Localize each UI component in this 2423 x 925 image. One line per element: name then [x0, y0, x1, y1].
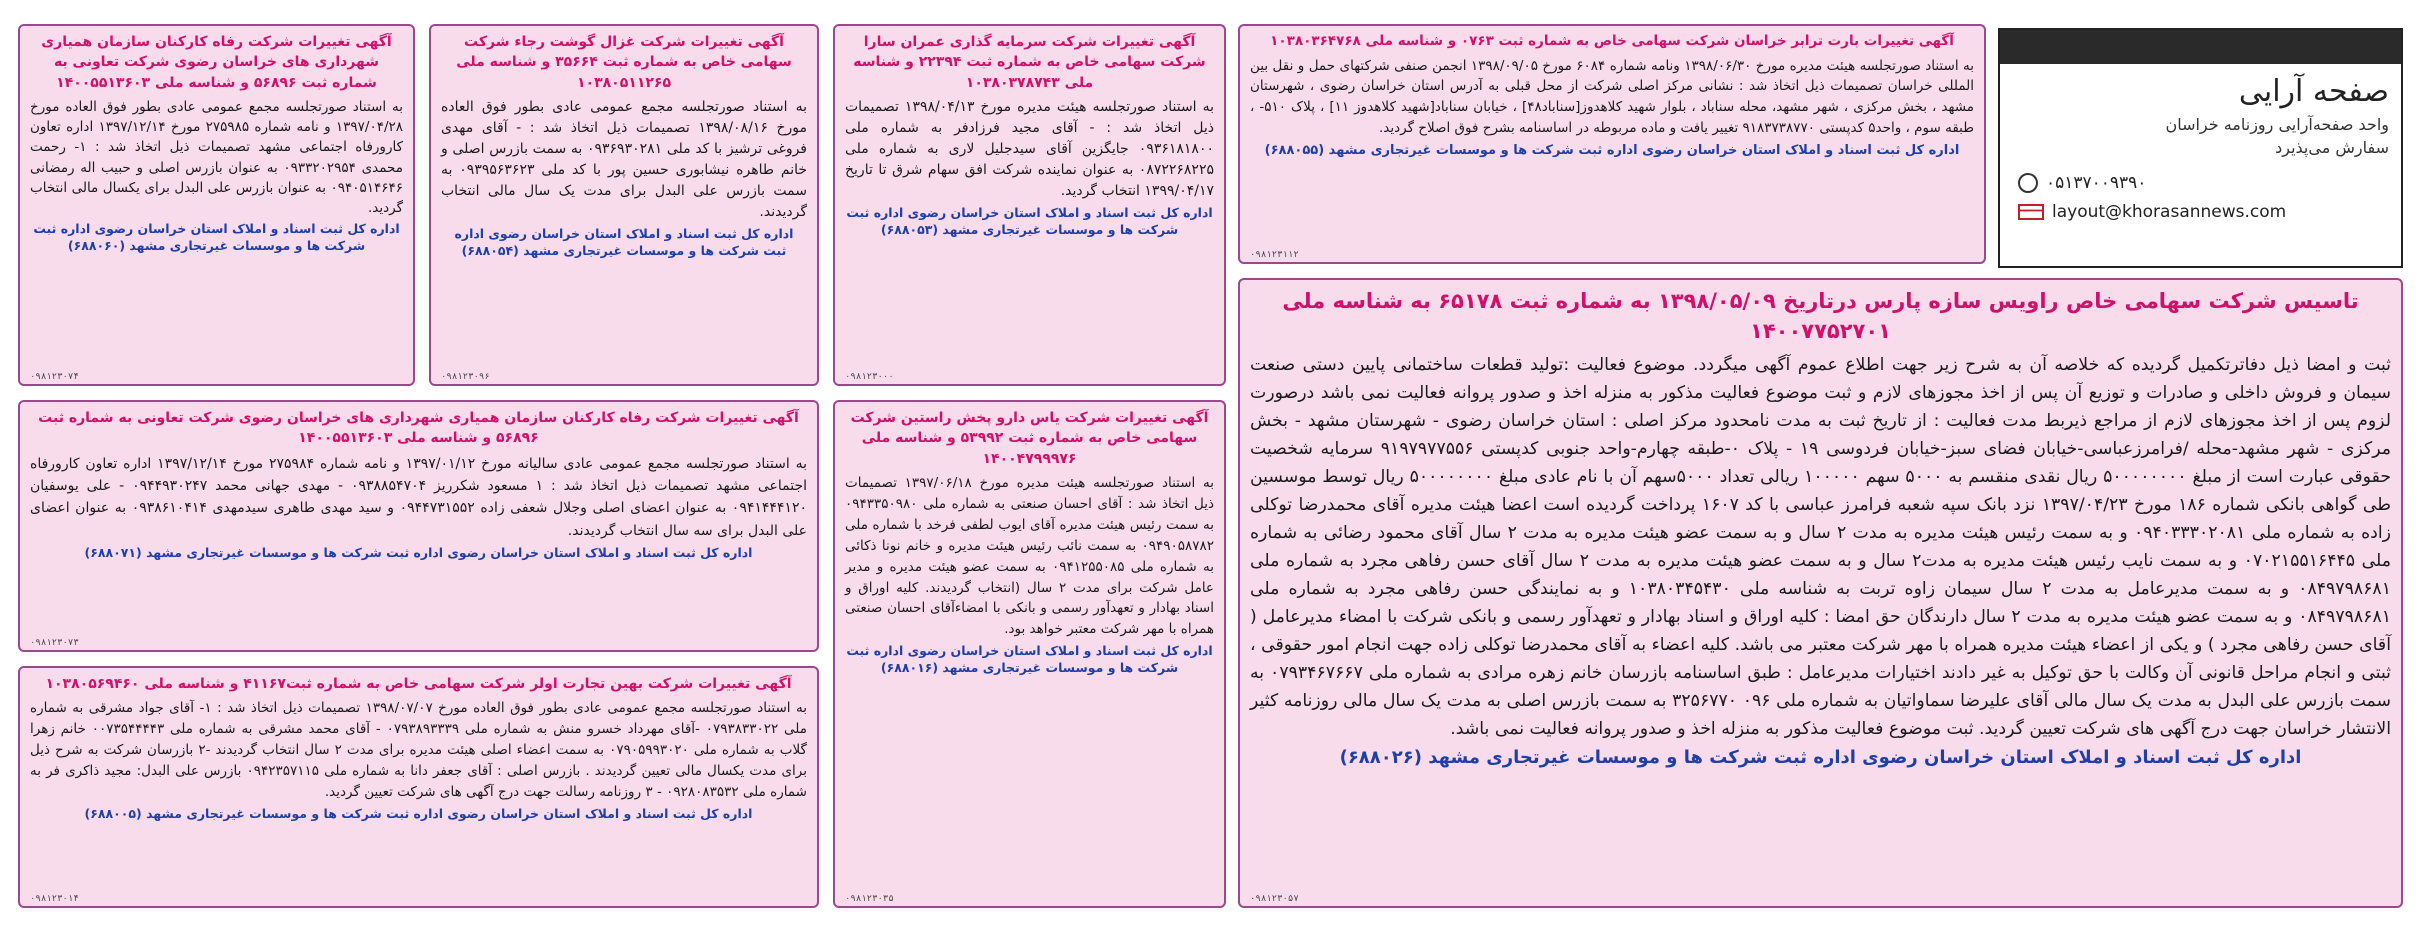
ad-code: ۰۹۸۱۲۳۰۰۰ — [845, 372, 894, 382]
ad-body: به استناد صورتجلسه مجمع عمومی عادی بطور فوق العاده مورخ ۱۳۹۷/۰۴/۲۸ و نامه شماره ۲۷۵۹۸۵ مورخ ۱۳۹۷/۱۲/۱۴ اداره تعاون کارورفاه اجتماعی مشهد تصمیمات ذیل اتخاذ شد : ۱- رحمت محمدی ۰۹۳۳۲۰۲۹۵۴ به عنوان بازرس اصلی و حبیب اله رمضانی ۰۹۴۰۵۱۴۶۴۶ به عنوان بازرس علی البدل برای یکسال مالی انتخاب گردید. — [30, 98, 403, 217]
ad-title: آگهی تغییرات شرکت یاس دارو پخش راستین شرکت سهامی خاص به شماره ثبت ۵۳۹۹۲ و شناسه ملی ۱۴۰۰۴۷۹۹۹۷۶ — [850, 410, 1209, 467]
ad-code: ۰۹۸۱۲۳۰۹۶ — [441, 372, 490, 382]
promo-phone[interactable]: ۰۵۱۳۷۰۰۹۳۹۰ — [2046, 173, 2147, 194]
layout-service-promo — [1998, 28, 2403, 268]
ad-title: تاسیس شرکت سهامی خاص راویس سازه پارس درتاریخ ۱۳۹۸/۰۵/۰۹ به شماره ثبت ۶۵۱۷۸ به شناسه ملی ۱۴۰۰۷۷۵۲۷۰۱ — [1282, 289, 2359, 344]
promo-line-2: سفارش می‌پذیرد — [2275, 138, 2389, 158]
ad-omran-sara — [833, 24, 1226, 386]
ad-body: به استناد صورتجلسه هیئت مدیره مورخ ۱۳۹۸/۰۶/۳۰ ونامه شماره ۶۰۸۴ مورخ ۱۳۹۸/۰۹/۰۵ انجمن صنفی شرکتهای حمل و نقل بین المللی خراسان تصمیمات ذیل اتخاذ شد : نشانی مرکز اصلی شرکت از محل قبلی به آدرس استان خراسان رضوی ، شهرستان مشهد ، بخش مرکزی ، شهر مشهد، محله سناباد ، بلوار شهید کلاهدوز[سناباد۴۸] ، خیابان سناباد[شهید کلاهدوز ۱۱] ، پلاک ۵۱۰- ، طبقه سوم ، واحد۵ کدپستی ۹۱۸۳۷۳۸۷۷۰ تغییر یافت و ماده مربوطه در اساسنامه بشرح فوق اصلاح گردید. — [1250, 57, 1974, 137]
ad-body: ثبت و امضا ذیل دفاترتکمیل گردیده که خلاصه آن به شرح زیر جهت اطلاع عموم آگهی میگردد. موضوع فعالیت :تولید قطعات ساختمانی پایین دستی صنعت سیمان و فروش داخلی و صادرات و توزیع آن پس از اخذ مجوزهای لازم و ثبت موضوع فعالیت مذکور به منزله اخذ و صدور پروانه فعالیت نمی باشد درصورت لزوم پس از اخذ مجوزهای لازم از مراجع ذیربط مدت فعالیت : از تاریخ ثبت به مدت نامحدود مرکز اصلی : استان خراسان رضوی - شهرستان مشهد - بخش مرکزی - شهر مشهد-محله /فرامرزعباسی-خیابان فضای سبز-خیابان فردوسی ۱۹ - پلاک ۰-طبقه چهارم-واحد جنوبی کدپستی ۹۱۹۷۹۷۷۵۵۶ سرمایه شخصیت حقوقی عبارت است از مبلغ ۵۰۰۰۰۰۰۰۰ ریال نقدی منقسم به ۵۰۰۰ سهم ۱۰۰۰۰۰ ریالی تعداد ۵۰۰۰سهم آن با نام عادی مبلغ ۵۰۰۰۰۰۰۰۰ ریال توسط موسسین طی گواهی بانکی شماره ۱۸۶ مورخ ۱۳۹۷/۰۴/۲۳ نزد بانک سپه شعبه فرامرز عباسی با کد ۱۶۰۷ پرداخت گردیده است اعضا هیئت مدیره آقای محمدرضا توکلی زاده به شماره ملی ۰۹۴۰۳۳۳۰۲۰۸۱ و به سمت رئیس هیئت مدیره به مدت ۲ سال و به سمت عضو هیئت مدیره به مدت ۲ سال آقای محمود رضائی به شماره ملی ۰۷۰۲۱۵۵۱۶۴۴۵ و به سمت نایب رئیس هیئت مدیره به مدت۲ سال و به سمت عضو هیئت مدیره به مدت ۲ سال آقای حسن رفاهی مجرد به شماره ملی ۰۸۴۹۷۹۸۶۸۱ و به سمت مدیرعامل به مدت ۲ سال سیمان زاوه تربت به شناسه ملی ۱۰۳۸۰۳۴۵۴۳۰ و به نمایندگی حسن رفاهی مجرد به شماره ملی ۰۸۴۹۷۹۸۶۸۱ و به سمت عضو هیئت مدیره به مدت ۲ سال دارندگان حق امضا : کلیه اوراق و اسناد بهادار و تعهدآور رسمی و بانکی شرکت با امضاء مدیرعامل ( آقای حسن رفاهی مجرد ) و یکی از اعضاء هیئت مدیره همراه با مهر شرکت معتبر می باشد. کلیه اعضاء به آقای محمدرضا توکلی زاده جهت انجام امور حقوقی ، ثبتی و انجام مراحل قانونی آن وکالت با حق توکیل به غیر دادند اختیارات مدیرعامل : طبق اساسنامه بازرسان خانم زهره مرادی به شماره ملی ۰۷۹۳۴۶۷۶۶۷ به سمت بازرس علی البدل به مدت یک سال مالی آقای علیرضا سماواتیان به شماره ملی ۰۹۶ ۳۲۵۶۷۷۰ به سمت بازرس اصلی به مدت یک سال مالی روزنامه کثیر الانتشار خراسان جهت درج آگهی های شرکت تعیین گردید. ثبت موضوع فعالیت مذکور به منزله اخذ و صدور پروانه فعالیت نمی باشد. — [1250, 354, 2392, 740]
ad-title: آگهی تغییرات شرکت بهین تجارت اولر شرکت سهامی خاص به شماره ثبت۴۱۱۶۷ و شناسه ملی ۱۰۳۸۰۵۶۹۴۶۰ — [45, 676, 792, 692]
ad-body: به استناد صورتجلسه مجمع عمومی عادی بطور فوق العاده مورخ ۱۳۹۸/۰۷/۰۷ تصمیمات ذیل اتخاذ شد : ۱- آقای جواد مشرقی به شماره ملی ۰۷۹۳۸۳۳۰۲۲ -آقای مهرداد خسرو منش به شماره ملی ۰۷۹۳۸۹۳۳۳۹ - آقای محمد مشرقی به شماره ملی ۰۰۷۳۵۴۴۴۴۳ خانم زهرا گلاب به شماره ملی ۰۷۹۰۵۹۹۳۰۲۰ به سمت اعضاء اصلی هیئت مدیره برای مدت ۲ سال انتخاب گردیدند -۲ بازرسان شرکت به شرح ذیل برای مدت یکسال مالی تعیین گردیدند . بازرس اصلی : آقای جعفر دانا به شماره ملی ۰۹۴۲۳۵۷۱۱۵ بازرس علی البدل: مجید ذاکری فر به شماره ملی ۰۹۲۸۰۸۳۵۳۲ - ۳ روزنامه رسالت جهت درج آگهی های شرکت تعیین گردید. — [30, 700, 808, 800]
ad-code: ۰۹۸۱۲۳۰۵۷ — [1250, 894, 1299, 904]
promo-title: صفحه آرایی — [2238, 74, 2389, 109]
ad-title: آگهی تغییرات شرکت رفاه کارکنان سازمان همیاری شهرداری های خراسان رضوی شرکت تعاونی به شماره ثبت ۵۶۸۹۶ و شناسه ملی ۱۴۰۰۵۵۱۳۶۰۳ — [41, 34, 392, 91]
phone-icon — [2018, 173, 2038, 193]
ad-ghazal-gousht — [429, 24, 819, 386]
ad-body: به استناد صورتجلسه مجمع عمومی عادی سالیانه مورخ ۱۳۹۷/۰۱/۱۲ و نامه شماره ۲۷۵۹۸۴ مورخ ۱۳۹۷/۱۲/۱۴ اداره تعاون کارورفاه اجتماعی مشهد تصمیمات ذیل اتخاذ شد : ۱ مسعود شکرریز ۰۹۳۸۸۵۴۷۰۴ - مهدی جهانی محمد ۰۹۴۴۹۳۰۲۴۷ - علی یوسفیان ۰۹۴۱۴۴۴۱۲۰ به عنوان اعضای اصلی وجلال شعفی زاده ۰۹۴۴۷۳۱۵۵۲ و سید مهدی طاهری سیدمهدی ۰۹۳۸۶۱۰۴۱۴ به عنوان اعضای علی البدل برای سه سال انتخاب گردیدند. — [30, 455, 807, 539]
promo-phone-row — [2018, 169, 2401, 198]
ad-footer: اداره کل ثبت اسناد و املاک استان خراسان رضوی اداره ثبت شرکت ها و موسسات غیرتجاری مشهد (۶۸۸۰۷۱) — [84, 545, 753, 561]
ad-title: آگهی تغییرات شرکت سرمایه گذاری عمران سارا شرکت سهامی خاص به شماره ثبت ۲۲۳۹۴ و شناسه ملی ۱۰۳۸۰۳۷۸۷۴۳ — [853, 34, 1206, 91]
ad-code: ۰۹۸۱۲۳۰۷۴ — [30, 372, 79, 382]
ad-code: ۰۹۸۱۲۳۰۳۵ — [845, 894, 894, 904]
ad-title: آگهی تغییرات شرکت رفاه کارکنان سازمان همیاری شهرداری های خراسان رضوی شرکت تعاونی به شماره ثبت ۵۶۸۹۶ و شناسه ملی ۱۴۰۰۵۵۱۳۶۰۳ — [38, 410, 799, 447]
promo-email-row — [2018, 198, 2401, 227]
ad-body: به استناد صورتجلسه هیئت مدیره مورخ ۱۳۹۸/۰۴/۱۳ تصمیمات ذیل اتخاذ شد : - آقای مجید فرزادفر به شماره ملی ۰۹۳۶۱۸۱۸۰۰ جایگزین آقای سیدجلیل لاری به شماره ملی ۰۸۷۲۲۶۸۲۲۵ به عنوان نماینده شرکت افق سهام شرق تا تاریخ ۱۳۹۹/۰۴/۱۷ انتخاب گردید. — [845, 98, 1214, 199]
ad-code: ۰۹۸۱۲۳۰۱۴ — [30, 894, 79, 904]
ad-title: آگهی تغییرات شرکت غزال گوشت رجاء شرکت سهامی خاص به شماره ثبت ۳۵۶۶۴ و شناسه ملی ۱۰۳۸۰۵۱۱۲۶۵ — [456, 34, 792, 91]
ad-code: ۰۹۸۱۲۳۱۱۲ — [1250, 250, 1299, 260]
ad-footer: اداره کل ثبت اسناد و املاک استان خراسان رضوی اداره ثبت شرکت ها و موسسات غیرتجاری مشهد (۶۸۸۰۲۶) — [1339, 747, 2302, 769]
ad-footer: اداره کل ثبت اسناد و املاک استان خراسان رضوی اداره ثبت شرکت ها و موسسات غیرتجاری مشهد (۶۸۸۰۵۳) — [846, 204, 1213, 237]
ad-footer: اداره کل ثبت اسناد و املاک استان خراسان رضوی اداره ثبت شرکت ها و موسسات غیرتجاری مشهد (۶۸۸۰۵۴) — [454, 225, 794, 258]
ad-code: ۰۹۸۱۲۳۰۷۳ — [30, 638, 79, 648]
ad-refah-karkonan-1 — [18, 24, 415, 386]
ad-yas-darou — [833, 400, 1226, 908]
ad-barat-tarabar — [1238, 24, 1986, 264]
ad-ravis-saze-pars — [1238, 278, 2403, 908]
ad-body: به استناد صورتجلسه مجمع عمومی عادی بطور فوق العاده مورخ ۱۳۹۸/۰۸/۱۶ تصمیمات ذیل اتخاذ شد : - آقای مهدی فروغی ترشیز با کد ملی ۰۹۳۶۹۳۰۲۸۱ به سمت بازرس اصلی و خانم طاهره نیشابوری حسین پور با کد ملی ۰۹۳۹۵۶۳۶۲۳ به سمت بازرس علی البدل برای مدت یک سال مالی انتخاب گردیدند. — [441, 98, 808, 220]
ad-footer: اداره کل ثبت اسناد و املاک استان خراسان رضوی اداره ثبت شرکت ها و موسسات غیرتجاری مشهد (۶۸۸۰۵۵) — [1264, 143, 1960, 159]
ad-footer: اداره کل ثبت اسناد و املاک استان خراسان رضوی اداره ثبت شرکت ها و موسسات غیرتجاری مشهد (۶۸۸۰۶۰) — [33, 221, 400, 254]
promo-email[interactable]: layout@khorasannews.com — [2052, 202, 2287, 223]
ad-title: آگهی تغییرات بارت ترابر خراسان شرکت سهامی خاص به شماره ثبت ۰۷۶۳ و شناسه ملی ۱۰۳۸۰۳۶۴۷۶۸ — [1270, 33, 1954, 49]
promo-line-1: واحد صفحه‌آرایی روزنامه خراسان — [2165, 115, 2389, 134]
ad-body: به استناد صورتجلسه هیئت مدیره مورخ ۱۳۹۷/۰۶/۱۸ تصمیمات ذیل اتخاذ شد : آقای احسان صنعتی به شماره ملی ۰۹۴۳۳۵۰۹۸۰ به سمت رئیس هیئت مدیره آقای ایوب لطفی فرخد با شماره ملی ۰۹۴۹۰۵۸۷۸۲ به سمت نائب رئیس هیئت مدیره و خانم نونا ذکائی به شماره ملی ۰۹۴۱۲۵۵۰۸۵ به سمت عضو هیئت مدیره و مدیر عامل شرکت برای مدت ۲ سال (انتخاب گردیدند. کلیه اوراق و اسناد بهادار و تعهدآور رسمی و بانکی با امضاءآقای احسان صنعتی همراه با مهر شرکت معتبر خواهد بود. — [845, 474, 1214, 638]
ad-behin-tejarat — [18, 666, 819, 908]
promo-header-bar — [2000, 30, 2401, 64]
ad-footer: اداره کل ثبت اسناد و املاک استان خراسان رضوی اداره ثبت شرکت ها و موسسات غیرتجاری مشهد (۶۸۸۰۱۶) — [846, 643, 1213, 676]
ad-footer: اداره کل ثبت اسناد و املاک استان خراسان رضوی اداره ثبت شرکت ها و موسسات غیرتجاری مشهد (۶۸۸۰۰۵) — [84, 805, 753, 821]
mail-icon — [2018, 204, 2044, 220]
ad-refah-karkonan-2 — [18, 400, 819, 652]
